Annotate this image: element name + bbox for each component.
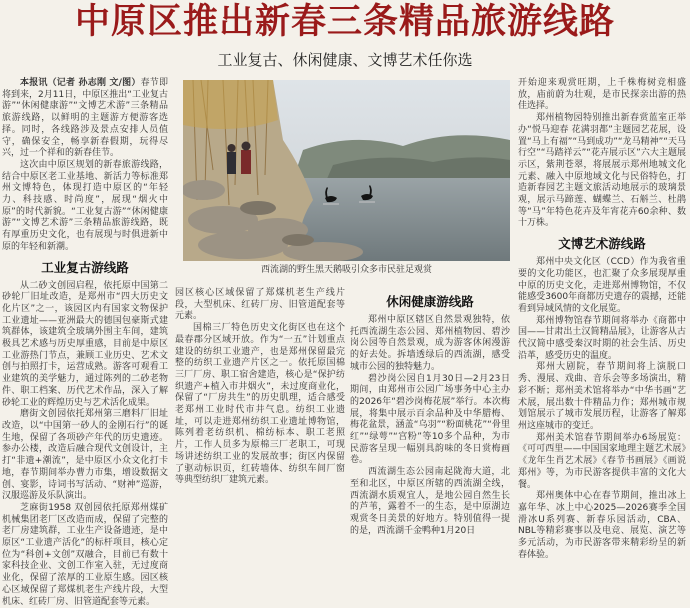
paragraph: 这次由中原区规划的新春旅游线路，结合中原区老工业基地、新活力等标准郑州文博特色，体现打造中原区的“年轻力、科技感、时尚度”，展现“烟火中原”的时代新貌。“工业复古游”“休闲健康游”“文博艺术游”三条精品旅游线路，既有厚重历史文化，也有展现与时俱进新中原的年轻和新潮。 [2,159,168,252]
column-2 [175,288,345,487]
paragraph: 郑州奥体中心在春节期间，推出冰上嘉年华、冰上中心2025—2026赛季全国滑冰U系列赛、新春乐园活动，CBA、NBL等精彩赛事以及电竞、展览、演艺等多元活动，为市民游客带来精彩纷呈的新春体验。 [518,491,686,560]
photo-swans-lake [183,80,510,261]
photo-caption: 西流湖的野生黑天鹅吸引众多市民驻足观赏 [260,265,432,275]
paragraph: 国棉三厂特色历史文化街区也在这个最春郡分区域开放。作为“一五”计划重点建设的纺织工业遗产，也是郑州保留最完整的纺织工业遗产片区之一。依托原国棉三厂厂房、职工宿舍建造，核心是“保护纺织遗产+植入市井烟火”，未过度商业化，保留了“厂房共生”的历史肌理，适合感受老郑州工业时代市井气息。纺织工业遗址，可以走进郑州纺织工业遗址博物馆，陈列着老纺织机、棉纺标本、职工老照片，工作人员多为原棉三厂老职工，可现场讲述纺织工业的发展故事；街区内保留了驱动标识页，红砖墙体、纺织车间厂窗等典型纺织厂建筑元素。 [175,323,345,486]
paragraph: 郑州中央文化区（CCD）作为我省重要的文化功能区，也汇聚了众多展现厚重中原的历史文化，走进郑州博物馆，不仅能感受3600年商都历史遗存的震撼，还能看到异域风情的文化展览。 [518,257,686,314]
paragraph: 磨街文创园依托郑州第三磨料厂旧址改造，以“中国第一砂人的金刚石行”的诞生地，保留了各项砂产年代的历史遗迹。参办公楼，改造后融合现代文创设计，主打“非遗+潮流”，是中原区小众文化打卡地，春节期间举办曹力市集，增设数据文创、宴影，诗词书写活动、“财神”巡游，汉服巡游及乐队演出。 [2,409,168,502]
column-1 [2,78,168,608]
paragraph: 碧沙岗公园自1月30日—2月23日期间，由郑州市公园广场事务中心主办的2026年“碧沙岗梅花展”举行。本次梅展，将集中展示百余品种及中华腊梅、梅花盆景，涵盖“乌羽”“粉面桃花”“骨里红”“绿萼”“宫粉”等10多个品种，为市民游客呈现一幅别具韵味的冬日赏梅画卷。 [350,373,510,466]
paragraph: 郑州美术馆春节期间举办6场展览：《可可西里——中国国家地理主题艺术展》《龙年生肖艺术展》《春节书画展》《画说郑州》等，为市民游客提供丰富的文化大餐。 [518,432,686,490]
intro-paragraph [2,78,168,160]
byline: 本报讯（记者 孙志刚 文/图） [20,78,141,88]
paragraph: 园区核心区域保留了郑煤机老生产线片段，大型机床、红砖厂房、旧管道配套等元素。 [175,288,345,322]
paragraph: 郑州大剧院，春节期间将上演脱口秀、漫展、戏曲、音乐会等多场演出，精彩不断；郑州美术馆将举办“中华书画”艺术展，展出数十件精品力作；郑州城市规划馆展示了城市发展历程，让游客了解郑州这座城市的变迁。 [518,362,686,431]
column-4 [518,78,686,561]
headline: 中原区推出新春三条精品旅游线路 [74,1,615,42]
paragraph: 郑州博物馆春节期间将举办《商都中国——甘肃出土汉简精品展》，让游客从古代汉简中感受秦汉时期的社会生活、历史沿革，感受历史的温度。 [518,315,686,361]
subheadline: 工业复古、休闲健康、文博艺术任你选 [217,51,473,69]
paragraph: 从二砂文创园启程，依托原中国第二砂轮厂旧址改造，是郑州市“四大历史文化片区”之一，该园区内有国家文物保护工业遗址——亚洲最大的德国包豪斯式建筑群体，该建筑全玻璃外围主车间，建筑极具艺术感与历史厚重感，目前是中原区工业游热门节点，兼顾工业历史、艺术文创与拍照打卡，运营成熟。游客可观看工业建筑的美学魅力，通过陈列的二砂老物件、职工档案、历代艺术作品，深入了解砂轮工业的辉煌历史与艺术活化成果。 [2,280,168,408]
section-heading-culture: 文博艺术游线路 [558,236,646,252]
paragraph: 开始迎来观赏旺期，上千株梅树竞相盛放，庙前蔚为壮观，是市民探亲出游的热佳选择。 [518,78,686,112]
paragraph: 郑州植物园特别推出新春赏蓝室正举办“悦马迎春 花满羽都”主题园艺花展，设置“马上有福”“马到成功”“龙马精神”“天马行空”“马踏祥云”“花卉展示区”六大主题展示区，紫荆苍翠，将展展示郑州地城文化元素、融入中原地域文化与民俗特色，打造新春园艺主题文旅活动地展示的玻璃景观，展示马蹄莲、蝴蝶兰、石斛兰、杜鹃等“马”年特色花卉及年宵花卉60余种、数十万株。 [518,113,686,229]
intro-text: 春节即将到来，2月11日，中原区推出“工业复古游”“休闲健康游”“文博艺术游”三条精品旅游线路，以鲜明的主题游方便游客选择。同时，各线路涉及景点安排人员值守，确保安全，畅享新春假期，玩得尽兴，过一个祥和的新春佳节。 [2,78,168,159]
section-heading-leisure: 休闲健康游线路 [386,294,474,309]
column-3 [350,288,510,537]
paragraph: 芝麻街1958 双创园依托原郑州煤矿机械集团老厂区改造而成，保留了完整的老厂房建筑群，工业生产设备遗迹，是中原区“工业遗产活化”的标杆项目，核心定位为“科创+文创”双融合，目前已有数十家科技企业、文创工作室入驻，无过度商业化，保留了浓厚的工业原生感。园区核心区域保留了郑煤机老生产线片段，大型机床、红砖厂房、旧管道配套等元素。 [2,502,168,607]
section-heading-industrial: 工业复古游线路 [41,259,129,275]
paragraph: 郑州中原区辖区自然景观独特，依托西流湖生态公园、郑州植物园、碧沙岗公园等自然景观，成为游客休闲漫游的好去处。拆墙透绿后的西流湖，感受城市公园的独特魅力。 [350,315,510,372]
photo-illustration [183,80,510,261]
paragraph: 西流湖生态公园南起陇海大道，北至和北区，中原区所辖的西流湖全线，西流湖水质观宜人，是地公园自然生长的芦苇，露着不一的生态，是中原湖边观赏冬日美景的好地方。特别值得一提的是，西流湖千金鸭种1月20日 [350,467,510,536]
